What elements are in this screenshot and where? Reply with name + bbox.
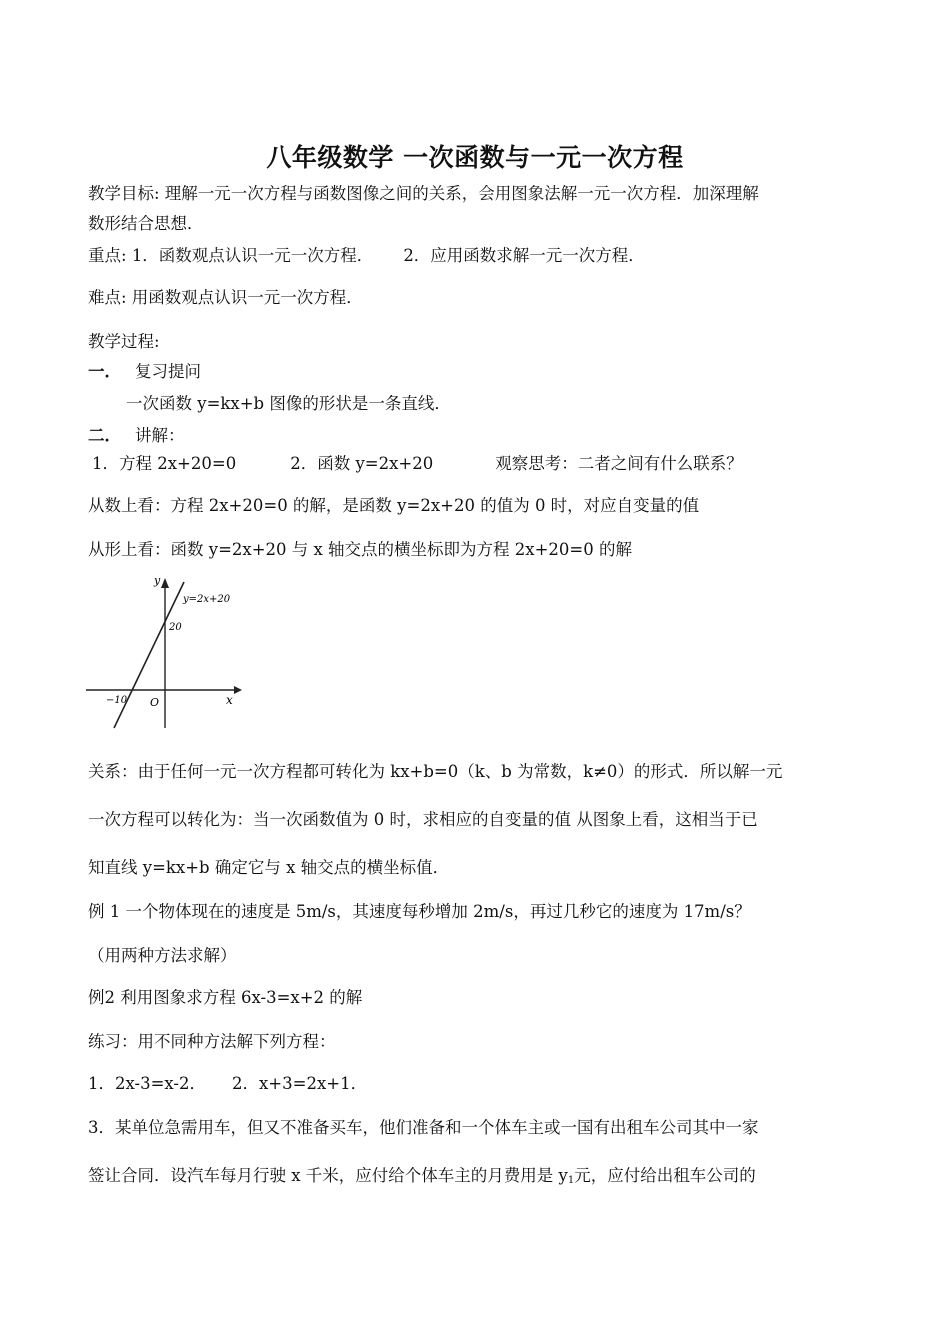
section-2-number: 二． bbox=[88, 426, 121, 445]
function-line bbox=[114, 582, 184, 728]
line-label: y=2x+20 bbox=[183, 594, 231, 605]
example-2: 例2 利用图象求方程 6x-3=x+2 的解 bbox=[88, 988, 363, 1007]
practice-eq-2: 2．x+3=2x+1． bbox=[232, 1074, 368, 1093]
objectives-line-2: 数形结合思想． bbox=[88, 214, 204, 233]
y-intercept-label: 20 bbox=[169, 622, 182, 633]
practice-equations bbox=[88, 1072, 868, 1096]
section-2-heading bbox=[88, 424, 868, 448]
shape-view: 从形上看：函数 y=2x+20 与 x 轴交点的横坐标即为方程 2x+20=0 的解 bbox=[88, 540, 632, 559]
y-axis-arrow bbox=[161, 578, 169, 588]
example-1-line-1: 例 1 一个物体现在的速度是 5m/s，其速度每秒增加 2m/s，再过几秒它的速度为 17m/s？ bbox=[88, 902, 751, 921]
problem-3-text-b: 元，应付给出租车公司的 bbox=[574, 1166, 756, 1185]
item-1: 1．方程 2x+20=0 bbox=[92, 454, 237, 473]
x-intercept-label: −10 bbox=[106, 695, 128, 706]
problem-3-line-2 bbox=[88, 1164, 868, 1193]
function-graph bbox=[86, 572, 246, 732]
difficulty: 难点: 用函数观点认识一元一次方程． bbox=[88, 288, 363, 307]
section-1-heading bbox=[88, 360, 868, 384]
item-3: 观察思考：二者之间有什么联系？ bbox=[495, 454, 743, 473]
section-1-title: 复习提问 bbox=[135, 362, 201, 381]
example-1-line-2: （用两种方法求解） bbox=[88, 946, 237, 965]
item-2: 2．函数 y=2x+20 bbox=[290, 454, 434, 473]
relation-line-3: 知直线 y=kx+b 确定它与 x 轴交点的横坐标值． bbox=[88, 858, 450, 877]
items-row bbox=[92, 452, 872, 476]
section-1-number: 一． bbox=[88, 362, 121, 381]
x-axis-arrow bbox=[234, 686, 242, 694]
page-title: 八年级数学 一次函数与一元一次方程 bbox=[266, 143, 684, 172]
practice-label: 练习：用不同种方法解下列方程： bbox=[88, 1032, 336, 1051]
problem-3-subscript: 1 bbox=[567, 1175, 575, 1186]
key-points bbox=[88, 244, 868, 268]
y-axis-label: y bbox=[154, 574, 161, 587]
section-1-content: 一次函数 y=kx+b 图像的形状是一条直线． bbox=[126, 394, 451, 413]
problem-3-text-a: 签让合同．设汽车每月行驶 x 千米，应付给个体车主的月费用是 y bbox=[88, 1166, 568, 1185]
practice-eq-1: 1．2x-3=x-2． bbox=[88, 1074, 206, 1093]
origin-label: O bbox=[150, 696, 160, 709]
x-axis-label: x bbox=[226, 693, 233, 707]
key-points-label: 重点: bbox=[88, 246, 132, 265]
relation-line-1: 关系：由于任何一元一次方程都可转化为 kx+b=0（k、b 为常数，k≠0）的形式．所以解一元 bbox=[88, 762, 783, 781]
relation-line-2: 一次方程可以转化为：当一次函数值为 0 时，求相应的自变量的值 从图象上看，这相当于已 bbox=[88, 810, 758, 829]
section-2-title: 讲解： bbox=[135, 426, 185, 445]
problem-3-line-1: 3．某单位急需用车，但又不准备买车，他们准备和一个体车主或一国有出租车公司其中一家 bbox=[88, 1118, 759, 1137]
number-view: 从数上看：方程 2x+20=0 的解，是函数 y=2x+20 的值为 0 时，对应自变量的值 bbox=[88, 496, 700, 515]
key-point-2: 2．应用函数求解一元一次方程． bbox=[403, 246, 645, 265]
key-point-1: 1．函数观点认识一元一次方程． bbox=[131, 246, 374, 265]
objectives-line-1: 教学目标: 理解一元一次方程与函数图像之间的关系，会用图象法解一元一次方程．加深理解 bbox=[88, 184, 759, 203]
process-label: 教学过程: bbox=[88, 332, 160, 351]
